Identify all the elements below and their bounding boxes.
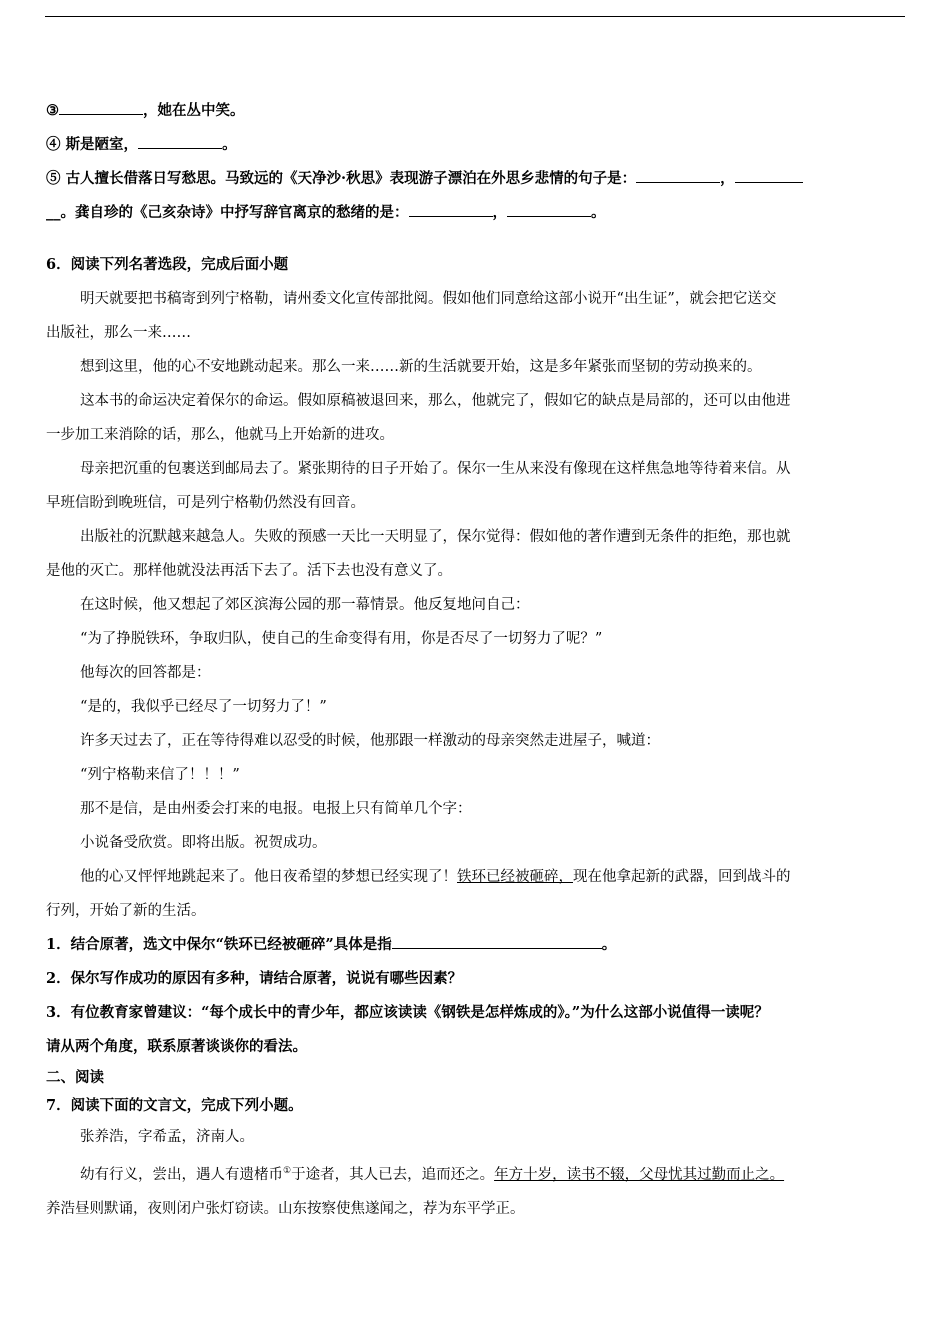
header-rule xyxy=(45,16,905,17)
classical-text-line: 张养浩，字希孟，济南人。 xyxy=(80,1129,254,1145)
passage-line: 他每次的回答都是： xyxy=(80,665,211,681)
answer-blank[interactable] xyxy=(507,202,591,217)
classical-text-line xyxy=(46,1154,904,1192)
passage-line: “是的，我似乎已经尽了一切努力了！” xyxy=(80,699,327,715)
sub-question-3-cont: 请从两个角度，联系原著谈谈你的看法。 xyxy=(46,1038,307,1055)
poem-text: 。 xyxy=(591,204,606,221)
classical-text: 幼有行义，尝出，遇人有遗楮币 xyxy=(80,1166,283,1183)
sub-question-2: 2．保尔写作成功的原因有多种，请结合原著，说说有哪些因素？ xyxy=(46,970,463,987)
sub-question-1 xyxy=(46,928,904,962)
footnote-marker: ① xyxy=(283,1166,292,1176)
underlined-sentence: 年方十岁，读书不辍，父母忧其过勤而止之。 xyxy=(494,1166,785,1183)
passage-line: 是他的灭亡。那样他就没法再活下去了。活下去也没有意义了。 xyxy=(46,563,452,579)
poem-item-3 xyxy=(46,94,904,128)
passage-line: 母亲把沉重的包裹送到邮局去了。紧张期待的日子开始了。保尔一生从来没有像现在这样焦急地等待着来信。从 xyxy=(80,461,791,477)
poem-text: __。龚自珍的《己亥杂诗》中抒写辞官离京的愁绪的是： xyxy=(46,204,409,221)
passage-line: 行列，开始了新的生活。 xyxy=(46,903,206,919)
item-marker: ④ xyxy=(46,136,61,153)
classical-text-line: 养浩昼则默诵，夜则闭户张灯窃读。山东按察使焦遂闻之，荐为东平学正。 xyxy=(46,1200,525,1217)
passage-line: 早班信盼到晚班信，可是列宁格勒仍然没有回音。 xyxy=(46,495,365,511)
passage-text: 现在他拿起新的武器，回到战斗的 xyxy=(573,869,791,885)
passage-line: “为了挣脱铁环，争取归队，使自己的生命变得有用，你是否尽了一切努力了呢？” xyxy=(80,631,603,647)
exam-page xyxy=(46,94,904,1226)
question-6-heading: 6．阅读下列名著选段，完成后面小题 xyxy=(46,256,289,273)
poem-text: 古人擅长借落日写愁思。马致远的《天净沙·秋思》表现游子漂泊在外思乡悲情的句子是： xyxy=(65,170,637,187)
answer-blank[interactable] xyxy=(735,168,803,183)
passage-line: 想到这里，他的心不安地跳动起来。那么一来……新的生活就要开始，这是多年紧张而坚韧的劳动换来的。 xyxy=(80,359,762,375)
item-marker: ③ xyxy=(46,102,59,119)
question-text: 。 xyxy=(601,936,617,953)
item-marker: ⑤ xyxy=(46,170,61,187)
question-text: 1．结合原著，选文中保尔“铁环已经被砸碎”具体是指 xyxy=(46,936,392,953)
poem-text: ，她在丛中笑。 xyxy=(143,102,245,119)
passage-line: 在这时候，他又想起了郊区滨海公园的那一幕情景。他反复地问自己： xyxy=(80,597,530,613)
passage-line: “列宁格勒来信了！！！” xyxy=(80,767,240,783)
passage-line: 明天就要把书稿寄到列宁格勒，请州委文化宣传部批阅。假如他们同意给这部小说开“出生证”，就会把它送交 xyxy=(80,291,777,307)
classical-text: 于途者，其人已去，追而还之。 xyxy=(291,1166,495,1183)
passage-line: 许多天过去了，正在等待得难以忍受的时候，他那跟一样激动的母亲突然走进屋子，喊道： xyxy=(80,733,660,749)
poem-text: ， xyxy=(720,170,735,187)
answer-blank[interactable] xyxy=(409,202,493,217)
answer-blank[interactable] xyxy=(392,934,602,949)
answer-blank[interactable] xyxy=(59,100,143,115)
question-7-heading: 7．阅读下面的文言文，完成下列小题。 xyxy=(46,1097,303,1114)
poem-text: 。 xyxy=(222,136,237,153)
poem-item-5-cont xyxy=(46,196,904,230)
passage-text: 他的心又怦怦地跳起来了。他日夜希望的梦想已经实现了！ xyxy=(80,869,457,885)
passage-line: 出版社的沉默越来越急人。失败的预感一天比一天明显了，保尔觉得：假如他的著作遭到无条件的拒绝，那也就 xyxy=(80,529,791,545)
passage-line xyxy=(46,860,904,894)
passage-line: 出版社，那么一来…… xyxy=(46,325,191,341)
poem-item-4 xyxy=(46,128,904,162)
answer-blank[interactable] xyxy=(636,168,720,183)
underlined-phrase: 铁环已经被砸碎， xyxy=(457,869,573,885)
passage-line: 那不是信，是由州委会打来的电报。电报上只有简单几个字： xyxy=(80,801,472,817)
passage-line: 一步加工来消除的话，那么，他就马上开始新的进攻。 xyxy=(46,427,394,443)
passage-line: 这本书的命运决定着保尔的命运。假如原稿被退回来，那么，他就完了，假如它的缺点是局部的，还可以由他进 xyxy=(80,393,791,409)
poem-text: ， xyxy=(492,204,507,221)
poem-item-5 xyxy=(46,162,904,196)
section-heading: 二、阅读 xyxy=(46,1069,104,1086)
passage-line: 小说备受欣赏。即将出版。祝贺成功。 xyxy=(80,835,327,851)
sub-question-3: 3．有位教育家曾建议：“每个成长中的青少年，都应该读读《钢铁是怎样炼成的》。”为什么这部小说值得一读呢？ xyxy=(46,1004,769,1021)
answer-blank[interactable] xyxy=(138,134,222,149)
poem-text: 斯是陋室， xyxy=(65,136,139,153)
